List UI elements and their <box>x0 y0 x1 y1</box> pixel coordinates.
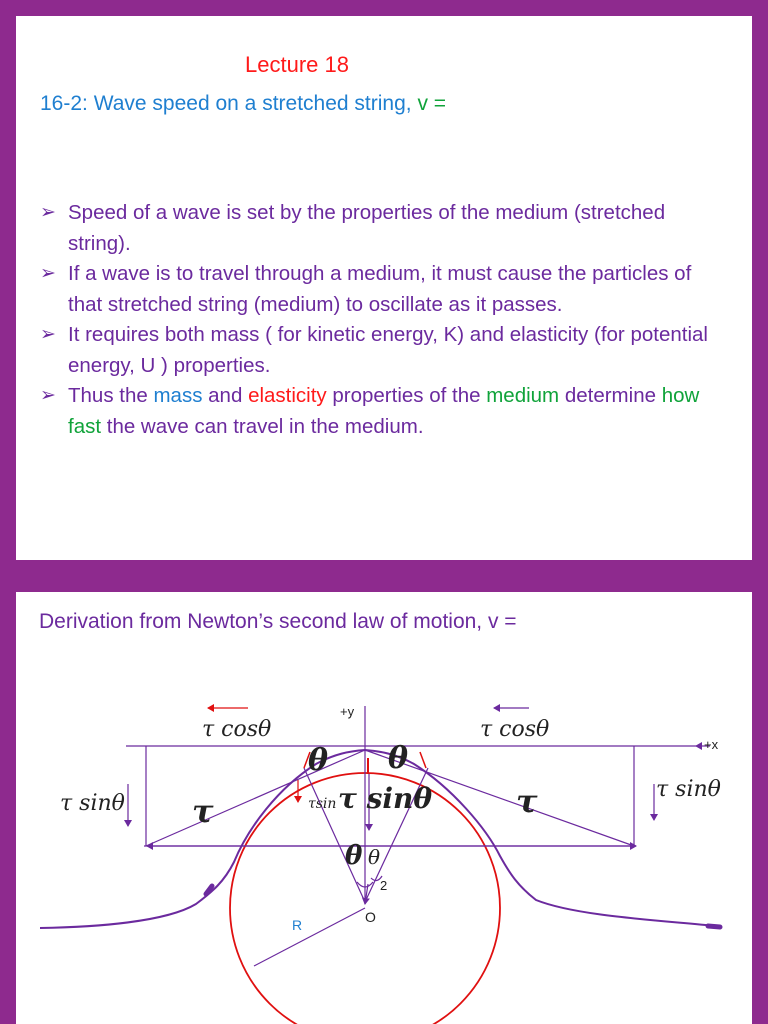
section-title-v: v = <box>417 92 447 115</box>
bullet-text-4-part-5: the wave can travel in the medium. <box>101 414 424 438</box>
bullet-arrow-icon: ➢ <box>40 385 56 406</box>
slide-2 <box>16 592 752 1024</box>
bullet-text-4-part-4: determine <box>559 384 662 407</box>
bullet-arrow-icon: ➢ <box>40 263 56 284</box>
plus-x-label: +x <box>704 737 719 752</box>
wave-force-diagram <box>16 592 752 1024</box>
bullet-text-4-part-3: properties of the <box>326 384 487 407</box>
tau-right-label: τ <box>516 782 538 820</box>
section-title-text: 16-2: Wave speed on a stretched string, <box>40 92 412 115</box>
origin-label: O <box>365 909 376 925</box>
section-title <box>40 92 446 116</box>
bullet-item-3 <box>40 320 730 381</box>
bullet-item-2 <box>40 259 730 320</box>
tau-sin-center-label: τ sinθ <box>338 782 433 815</box>
bullet-text-4-part-2: and <box>202 384 249 407</box>
bullet-text-2: If a wave is to travel through a medium, it must cause the particles of that stretched string (medium) to oscillate as it passes. <box>68 262 692 316</box>
bullet-item-1 <box>40 198 730 259</box>
bullet-arrow-icon: ➢ <box>40 202 56 223</box>
string-end-mark <box>708 926 720 927</box>
plus-y-label: +y <box>340 704 355 719</box>
bullet-arrow-icon: ➢ <box>40 324 56 345</box>
tau-cos-left-label: τ cosθ <box>202 717 272 742</box>
slide-1 <box>16 16 752 560</box>
derivation-title: Derivation from Newton’s second law of motion, v = <box>39 610 517 633</box>
bullet-text-3: It requires both mass ( for kinetic energy, K) and elasticity (for potential energy, U ) properties. <box>68 323 708 377</box>
radius-label: R <box>292 917 303 933</box>
bullet-text-4-part-1: Thus the <box>68 384 154 407</box>
lecture-title: Lecture 18 <box>245 52 349 77</box>
angle-two-label: 2 <box>380 878 388 893</box>
radius-line <box>254 908 365 966</box>
highlight-elasticity: elasticity <box>248 384 327 407</box>
highlight-how-fast: how fast <box>68 384 700 438</box>
tau-sin-small-label: τsin <box>308 796 337 812</box>
peak-mark-right <box>420 752 426 768</box>
theta-right-label: θ <box>388 741 409 776</box>
highlight-medium: medium <box>486 384 560 407</box>
tau-cos-right-label: τ cosθ <box>480 717 550 742</box>
tau-sin-right-label: τ sinθ <box>656 777 721 802</box>
tau-left-label: τ <box>192 792 214 830</box>
highlight-mass: mass <box>153 384 203 407</box>
theta-center-small-label: θ <box>368 845 381 869</box>
theta-left-label: θ <box>308 743 329 778</box>
bullet-item-4 <box>40 381 730 442</box>
bullet-text-1: Speed of a wave is set by the properties of the medium (stretched string). <box>68 201 666 255</box>
bullet-list <box>40 198 730 442</box>
tau-sin-left-label: τ sinθ <box>60 791 125 816</box>
theta-center-big-label: θ <box>345 841 363 871</box>
